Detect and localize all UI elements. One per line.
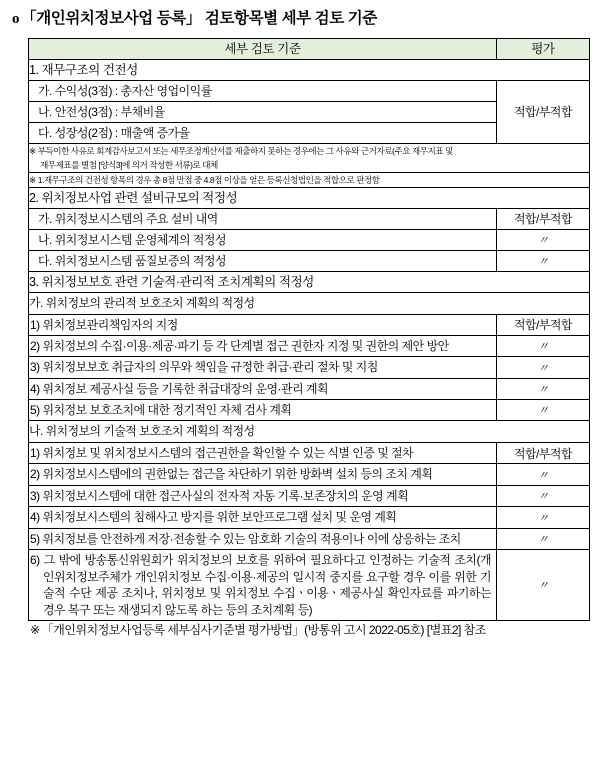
- table-row: [29, 335, 590, 357]
- item-label: 가. 위치정보시스템의 주요 설비 내역: [29, 208, 497, 229]
- item-evaluation: [497, 335, 590, 357]
- item-label: 4) 위치정보시스템의 침해사고 방지를 위한 보안프로그램 설치 및 운영 계획: [29, 507, 497, 529]
- table-row: [29, 550, 590, 621]
- item-label: 나. 안전성(3점) : 부채비율: [29, 101, 497, 122]
- table-note-row: [29, 143, 590, 172]
- table-row: [29, 229, 590, 250]
- ditto-mark: 〃: [537, 404, 549, 417]
- table-row: [29, 250, 590, 271]
- item-label: 4) 위치정보 제공사실 등을 기록한 취급대장의 운영·관리 계획: [29, 378, 497, 399]
- document-page: [0, 9, 616, 778]
- note-mark: ※: [29, 145, 36, 156]
- item-evaluation: [497, 250, 590, 271]
- item-evaluation: 적합/부적합: [497, 80, 590, 143]
- item-evaluation: 적합/부적합: [497, 208, 590, 229]
- column-header-criteria: 세부 검토 기준: [29, 38, 497, 59]
- ditto-mark: 〃: [537, 234, 549, 247]
- item-evaluation: [497, 550, 590, 621]
- ditto-mark: 〃: [537, 341, 549, 353]
- table-header-row: [29, 38, 590, 59]
- ditto-mark: 〃: [537, 362, 549, 375]
- item-evaluation: [497, 528, 590, 550]
- item-evaluation: [497, 464, 590, 486]
- note-line-2: 재무제표를 별첨 [양식3]에 의거 작성한 서류)로 대체: [40, 159, 218, 170]
- table-note-row: [29, 172, 590, 187]
- item-evaluation: [497, 507, 590, 529]
- item-label: 1) 위치정보 및 위치정보시스템의 접근권한을 확인할 수 있는 식별 인증 및 절차: [29, 442, 497, 464]
- item-label: 3) 위치정보시스템에 대한 접근사실의 전자적 자동 기록·보존장치의 운영 계획: [29, 485, 497, 507]
- ditto-mark: 〃: [537, 534, 549, 546]
- table-row: [29, 314, 590, 335]
- section-header-row: [29, 187, 590, 208]
- table-row: [29, 399, 590, 420]
- title-text: 「개인위치정보사업 등록」 검토항목별 세부 검토 기준: [21, 10, 377, 27]
- table-row: [29, 485, 590, 507]
- ditto-mark: 〃: [537, 512, 549, 525]
- ditto-mark: 〃: [537, 383, 549, 396]
- item-label: 3) 위치정보보호 취급자의 의무와 책임을 규정한 취급·관리 절차 및 지침: [29, 357, 497, 379]
- title-bullet: o: [12, 11, 20, 27]
- table-row: [29, 80, 590, 101]
- ditto-mark: 〃: [537, 580, 549, 593]
- ditto-mark: 〃: [537, 491, 549, 503]
- table-row: [29, 378, 590, 399]
- item-evaluation: [497, 485, 590, 507]
- item-label: 5) 위치정보를 안전하게 저장·전송할 수 있는 암호화 기술의 적용이나 이에 상응하는 조치: [29, 528, 497, 550]
- note-mark: ※: [29, 174, 36, 185]
- table-row: [29, 528, 590, 550]
- item-label: 1) 위치정보관리책임자의 지정: [29, 314, 497, 335]
- item-evaluation: [497, 229, 590, 250]
- item-label: 5) 위치정보 보호조치에 대한 정기적인 자체 검사 계획: [29, 399, 497, 420]
- item-label: 가. 수익성(3점) : 총자산 영업이익률: [29, 80, 497, 101]
- column-header-evaluation: 평가: [497, 38, 590, 59]
- item-label: 2) 위치정보의 수집·이용·제공·파기 등 각 단계별 접근 권한자 지정 및 권한의 제안 방안: [29, 335, 497, 357]
- table-row: [29, 208, 590, 229]
- section-title-2: 2. 위치정보사업 관련 설비규모의 적정성: [29, 187, 590, 208]
- item-label: 다. 성장성(2점) : 매출액 증가율: [29, 122, 497, 143]
- section-title-1: 1. 재무구조의 건전성: [29, 59, 590, 80]
- item-evaluation: 적합/부적합: [497, 314, 590, 335]
- subsection-title-ga: 가. 위치정보의 관리적 보호조치 계획의 적정성: [29, 292, 590, 314]
- footnote-mark: ※: [30, 623, 40, 638]
- subsection-header-row: [29, 420, 590, 442]
- page-title: [12, 9, 616, 29]
- table-row: [29, 357, 590, 379]
- table-row: [29, 442, 590, 464]
- item-evaluation: [497, 378, 590, 399]
- item-evaluation: [497, 357, 590, 379]
- note-line-1: 1.재무구조의 건전성 항목의 경우 총 8점 만점 중 4.8점 이상을 얻은 등록신청법인을 적합으로 판정함: [37, 174, 380, 185]
- section-header-row: [29, 59, 590, 80]
- ditto-mark: 〃: [537, 469, 549, 482]
- item-label: 6) 그 밖에 방송통신위원회가 위치정보의 보호를 위하여 필요하다고 인정하는 기술적 조치(개인위치정보주체가 개인위치정보 수집·이용·제공의 일시적 중지를 요구할 경우 이를 위한 기술적 수단 제공 조치나, 위치정보 및 위치정보 수집ㆍ이용ㆍ제공사실 확인자료를 파기하는 경우 복구 또는 재생되지 않도록 하는 등의 조치계획 등): [29, 550, 497, 621]
- footnote-text: 「개인위치정보사업등록 세부심사기준별 평가방법」(방통위 고시 2022-05호) [별표2] 참조: [41, 623, 486, 638]
- item-label: 다. 위치정보시스템 품질보증의 적정성: [29, 250, 497, 271]
- ditto-mark: 〃: [537, 255, 549, 268]
- table-footnote: [30, 623, 616, 639]
- section-header-row: [29, 271, 590, 292]
- item-label: 2) 위치정보시스템에의 권한없는 접근을 차단하기 위한 방화벽 설치 등의 조치 계획: [29, 464, 497, 486]
- table-row: [29, 507, 590, 529]
- item-evaluation: 적합/부적합: [497, 442, 590, 464]
- note-text-1: [29, 143, 590, 172]
- criteria-table: [28, 38, 590, 622]
- note-line-1: 부득이한 사유로 회계감사보고서 또는 세무조정계산서를 제출하지 못하는 경우에는 그 사유와 근거자료(주요 재무지표 및: [37, 145, 453, 156]
- subsection-title-na: 나. 위치정보의 기술적 보호조치 계획의 적정성: [29, 420, 590, 442]
- item-label: 나. 위치정보시스템 운영체계의 적정성: [29, 229, 497, 250]
- table-row: [29, 464, 590, 486]
- note-text-2: [29, 172, 590, 187]
- section-title-3: 3. 위치정보보호 관련 기술적·관리적 조치계획의 적정성: [29, 271, 590, 292]
- subsection-header-row: [29, 292, 590, 314]
- item-evaluation: [497, 399, 590, 420]
